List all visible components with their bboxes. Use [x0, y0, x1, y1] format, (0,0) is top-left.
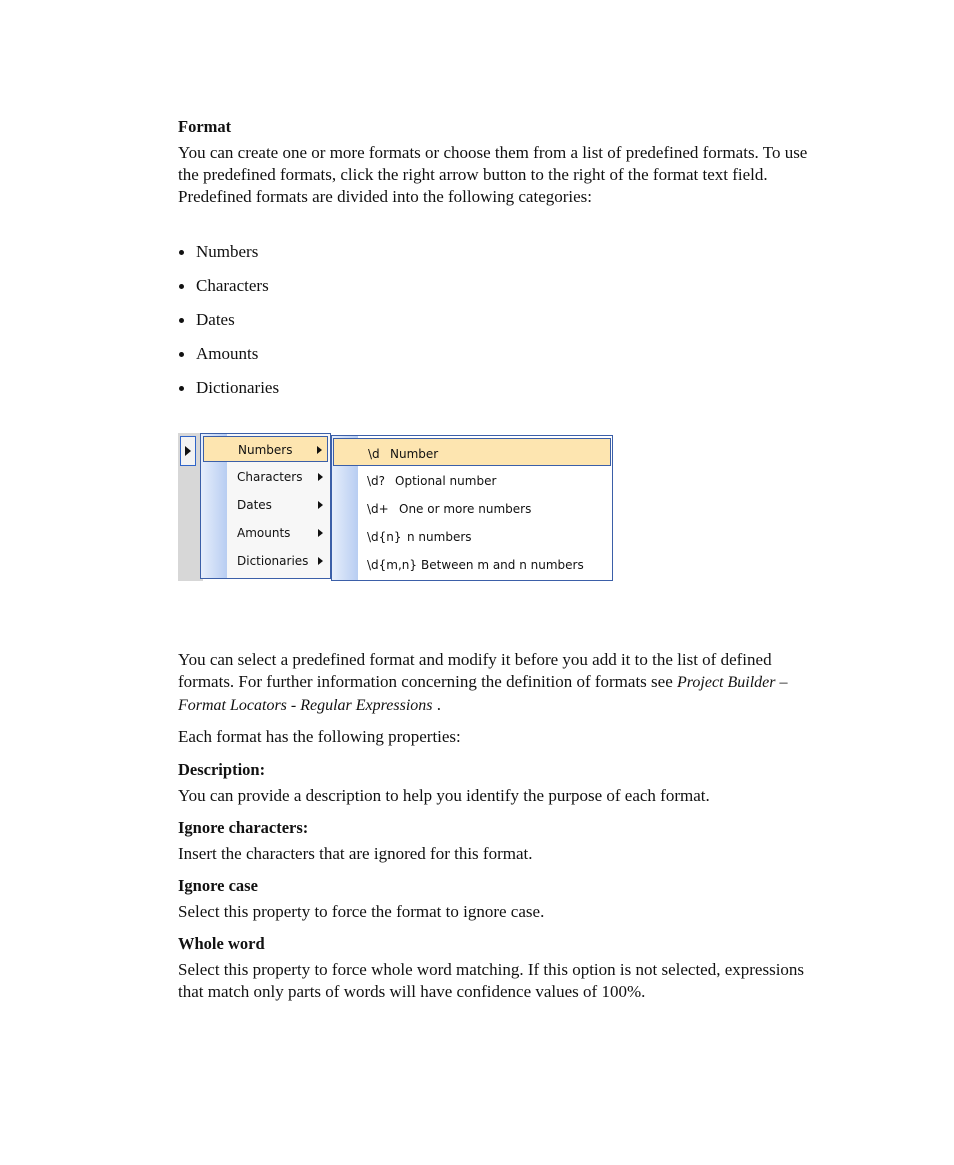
select-paragraph: You can select a predefined format and modify it before you add it to the list of defined formats. For further information concerning the definition of formats see Project Builder – Format Locators - Regular Expressions . [178, 650, 788, 714]
property-text: Select this property to force whole word matching. If this option is not selected, expressions that match only parts of words will have confidence values of 100%. [178, 960, 805, 1001]
submenu-arrow-icon [318, 557, 323, 565]
submenu-item[interactable]: \d Number [333, 438, 611, 466]
list-item: Amounts [178, 343, 279, 377]
submenu-arrow-icon [318, 473, 323, 481]
properties-intro: Each format has the following properties: [178, 727, 461, 746]
category-list [178, 241, 279, 411]
property-name: Ignore case [178, 876, 258, 895]
property-name: Ignore characters: [178, 818, 309, 837]
property-text: You can provide a description to help you identify the purpose of each format. [178, 786, 710, 805]
submenu-arrow-icon [318, 501, 323, 509]
menu-item-dates[interactable]: Dates [203, 492, 328, 518]
reference-link: Project Builder – Format Locators - Regular Expressions [178, 674, 788, 714]
submenu-item[interactable]: \d? Optional number [367, 474, 497, 488]
property-text: Insert the characters that are ignored for this format. [178, 844, 533, 863]
property-text: Select this property to force the format to ignore case. [178, 902, 545, 921]
property-name: Description: [178, 760, 266, 779]
intro-paragraph: You can create one or more formats or choose them from a list of predefined formats. To use the predefined formats, click the right arrow button to the right of the format text field. Predefined formats are divided into the following categories: [178, 143, 808, 206]
submenu-item[interactable]: \d+ One or more numbers [367, 502, 532, 516]
menu-item-characters[interactable]: Characters [203, 464, 328, 490]
number-format-submenu [331, 435, 613, 581]
category-menu [200, 433, 331, 579]
section-title: Format [178, 117, 232, 136]
submenu-arrow-icon [318, 529, 323, 537]
property-name: Whole word [178, 934, 265, 953]
menu-item-amounts[interactable]: Amounts [203, 520, 328, 546]
menu-item-dictionaries[interactable]: Dictionaries [203, 548, 328, 574]
list-item: Numbers [178, 241, 279, 275]
right-arrow-button[interactable] [180, 436, 196, 466]
right-arrow-icon [185, 446, 191, 456]
menu-item-numbers[interactable]: Numbers [203, 436, 328, 462]
submenu-item[interactable]: \d{n} n numbers [367, 530, 472, 544]
submenu-item[interactable]: \d{m,n} Between m and n numbers [367, 558, 584, 572]
list-item: Dictionaries [178, 377, 279, 411]
list-item: Characters [178, 275, 279, 309]
list-item: Dates [178, 309, 279, 343]
submenu-arrow-icon [317, 446, 322, 454]
predefined-format-menu-screenshot [178, 433, 613, 581]
